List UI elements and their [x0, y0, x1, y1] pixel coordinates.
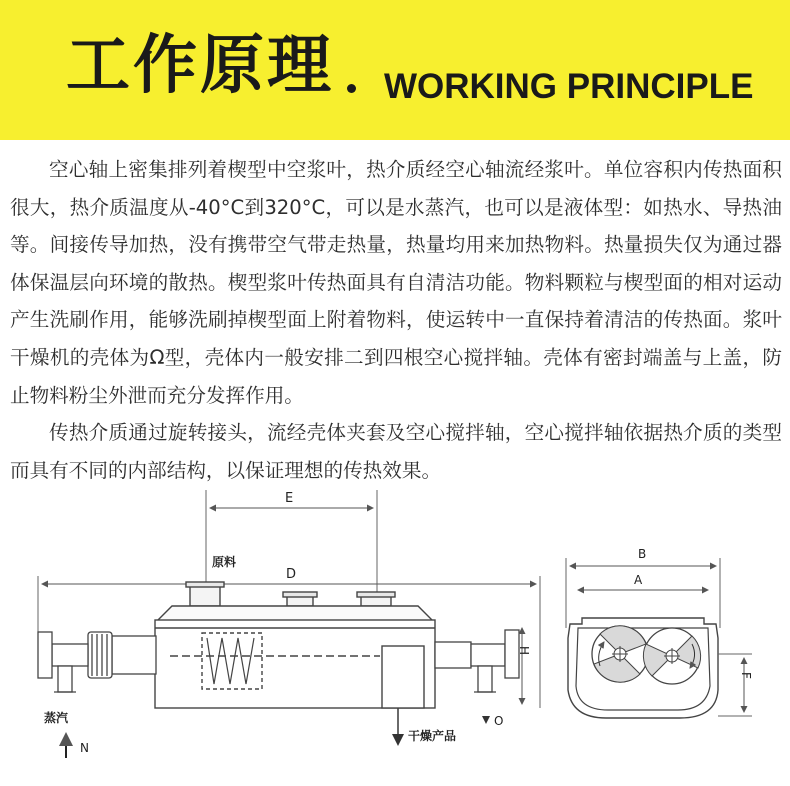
description-text — [10, 151, 782, 489]
paragraph-1: 空心轴上密集排列着楔型中空浆叶，热介质经空心轴流经浆叶。单位容积内传热面积很大，热介质温度从-40°C到320°C，可以是水蒸汽，也可以是液体型：如热水、导热油等。间接传导加热，没有携带空气带走热量，热量均用来加热物料。热量损失仅为通过器体保温层向环境的散热。楔型浆叶传热面具有自清洁功能。物料颗粒与楔型面的相对运动产生洗刷作用，能够洗刷掉楔型面上附着物料，使运转中一直保持着清洁的传热面。浆叶干燥机的壳体为Ω型，壳体内一般安排二到四根空心搅拌轴。壳体有密封端盖与上盖，防止物料粉尘外泄而充分发挥作用。 — [10, 158, 782, 407]
title-banner — [0, 0, 790, 140]
dryer-body — [155, 582, 435, 708]
dryer-schematic-diagram — [0, 478, 790, 786]
label-f: F — [739, 672, 753, 679]
page-title-chinese: 工作原理 — [66, 29, 334, 103]
page-title-english: WORKING PRINCIPLE — [384, 67, 754, 106]
label-a: A — [634, 573, 643, 587]
steam-inlet-assembly — [38, 632, 156, 692]
label-e: E — [285, 491, 294, 506]
title-separator-dot — [347, 84, 356, 93]
label-o: O — [494, 714, 504, 728]
right-pipe-assembly — [435, 630, 519, 692]
label-d: D — [286, 567, 297, 582]
cross-section-view — [566, 547, 753, 718]
paragraph-2: 传热介质通过旋转接头，流经壳体夹套及空心搅拌轴，空心搅拌轴依据热介质的类型而具有不同的内部结构，以保证理想的传热效果。 — [10, 421, 782, 482]
label-raw-material: 原料 — [212, 555, 237, 569]
label-n: N — [80, 741, 89, 755]
label-steam: 蒸汽 — [44, 711, 69, 725]
label-h: H — [517, 646, 531, 656]
label-b: B — [638, 547, 647, 561]
label-dry-product: 干燥产品 — [408, 729, 457, 743]
dimension-e — [206, 490, 377, 608]
